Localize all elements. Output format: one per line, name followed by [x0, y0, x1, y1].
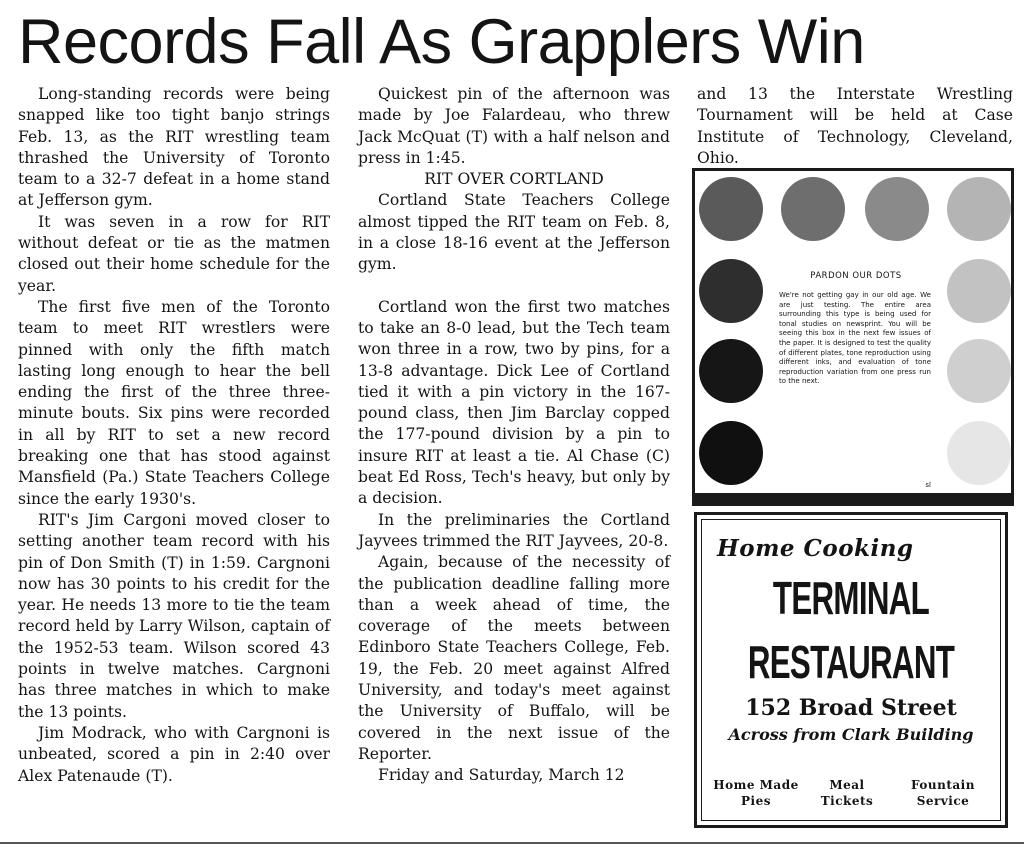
tone-dot [947, 421, 1011, 485]
ad-home-cooking: Home Cooking [717, 535, 914, 562]
dots-box-title: PARDON OUR DOTS [810, 271, 902, 281]
paragraph: Jim Modrack, who with Cargnoni is unbeated, scored a pin in 2:40 over Alex Patenaude (T). [18, 723, 330, 785]
tone-dot [699, 177, 763, 241]
ad-service-text: Pies [741, 794, 771, 808]
article-column-1 [18, 84, 330, 787]
tone-dot [699, 259, 763, 323]
pardon-our-dots-box [692, 168, 1014, 506]
paragraph: Cortland State Teachers College almost tipped the RIT team on Feb. 8, in a close 18-16 event at the Jefferson gym. [358, 191, 670, 274]
paragraph: The first five men of the Toronto team to meet RIT wrestlers were pinned with only the fifth match lasting long enough to hear the bell ending the first of the three three-minute bouts. Six pins were recorded in all by RIT to set a new record breaking one that has stood against Mansfield (Pa.) State Teachers College since the early 1930's. [18, 297, 330, 508]
tone-dot [947, 339, 1011, 403]
subheading: RIT OVER CORTLAND [424, 170, 604, 189]
tone-dot [781, 177, 845, 241]
tone-dot [865, 177, 929, 241]
tone-dot [947, 177, 1011, 241]
ad-service-text: Fountain [911, 778, 975, 792]
paragraph: Cortland won the first two matches to take an 8-0 lead, but the Tech team won three in a row, two by pins, for a 13-8 advantage. Dick Lee of Cortland tied it with a pin victory in the 167-pound class, then Jim Barclay copped the 177-pound division by a pin to insure RIT at least a tie. Al Chase (C) beat Ed Ross, Tech's heavy, but only by a decision. [358, 297, 670, 508]
article-column-3 [697, 84, 1013, 169]
paragraph: In the preliminaries the Cortland Jayvees trimmed the RIT Jayvees, 20-8. [358, 510, 670, 550]
paragraph: RIT's Jim Cargoni moved closer to setting another team record with his pin of Don Smith (T) in 1:59. Cargnoni now has 30 points to his credit for the year. He needs 13 more to tie the team record held by Larry Wilson, captain of the 1952-53 team. Wilson scored 43 points in twelve matches. Cargnoni has three matches in which to make the 13 points. [18, 510, 330, 721]
paragraph: Friday and Saturday, March 12 [378, 766, 625, 785]
bottom-rule [0, 842, 1024, 844]
ad-address: 152 Broad Street [745, 695, 957, 721]
terminal-restaurant-ad [694, 512, 1008, 828]
ad-across: Across from Clark Building [728, 725, 974, 744]
ad-service-fountain [893, 777, 993, 809]
tone-dot [947, 259, 1011, 323]
ad-name-line1: TERMINAL [772, 572, 930, 624]
ad-service-text: Meal [829, 778, 865, 792]
ad-service-text: Service [916, 794, 970, 808]
dots-box-bottom-bar [695, 493, 1011, 503]
paragraph: Long-standing records were being snapped like too tight banjo strings Feb. 13, as the RIT wrestling team thrashed the University of Toronto team to a 32-7 defeat in a home stand at Jefferson gym. [18, 85, 330, 210]
ad-service-text: Home Made [713, 778, 799, 792]
article-column-2 [358, 84, 670, 787]
ad-service-pies [711, 777, 801, 809]
ad-name-line2: RESTAURANT [747, 636, 955, 688]
paragraph: Again, because of the necessity of the publication deadline falling more than a week ahead of time, the coverage of the meets between Edinboro State Teachers College, Feb. 19, the Feb. 20 meet against Alfred University, and today's meet against the University of Buffalo, will be covered in the next issue of the Reporter. [358, 553, 670, 763]
headline: Records Fall As Grapplers Win [18, 7, 865, 77]
paragraph: It was seven in a row for RIT without defeat or tie as the matmen closed out their home schedule for the year. [18, 212, 330, 295]
paragraph: and 13 the Interstate Wrestling Tournament will be held at Case Institute of Technology, Cleveland, Ohio. [697, 85, 1013, 167]
paragraph: Quickest pin of the afternoon was made by Joe Falardeau, who threw Jack McQuat (T) with a half nelson and press in 1:45. [358, 85, 670, 167]
tone-dot [699, 421, 763, 485]
dots-box-mark: sl [925, 481, 931, 489]
ad-service-text: Tickets [820, 794, 874, 808]
ad-service-meal-tickets [807, 777, 887, 809]
tone-dot [699, 339, 763, 403]
dots-box-text: We're not getting gay in our old age. We are just testing. The entire area surrounding this type is being used for tonal studies on newsprint. You will be seeing this box in the next few issues of the paper. It is designed to test the quality of different plates, tone reproduction using different inks, and evaluation of tone reproduction variation from one press run to the next. [779, 291, 931, 386]
